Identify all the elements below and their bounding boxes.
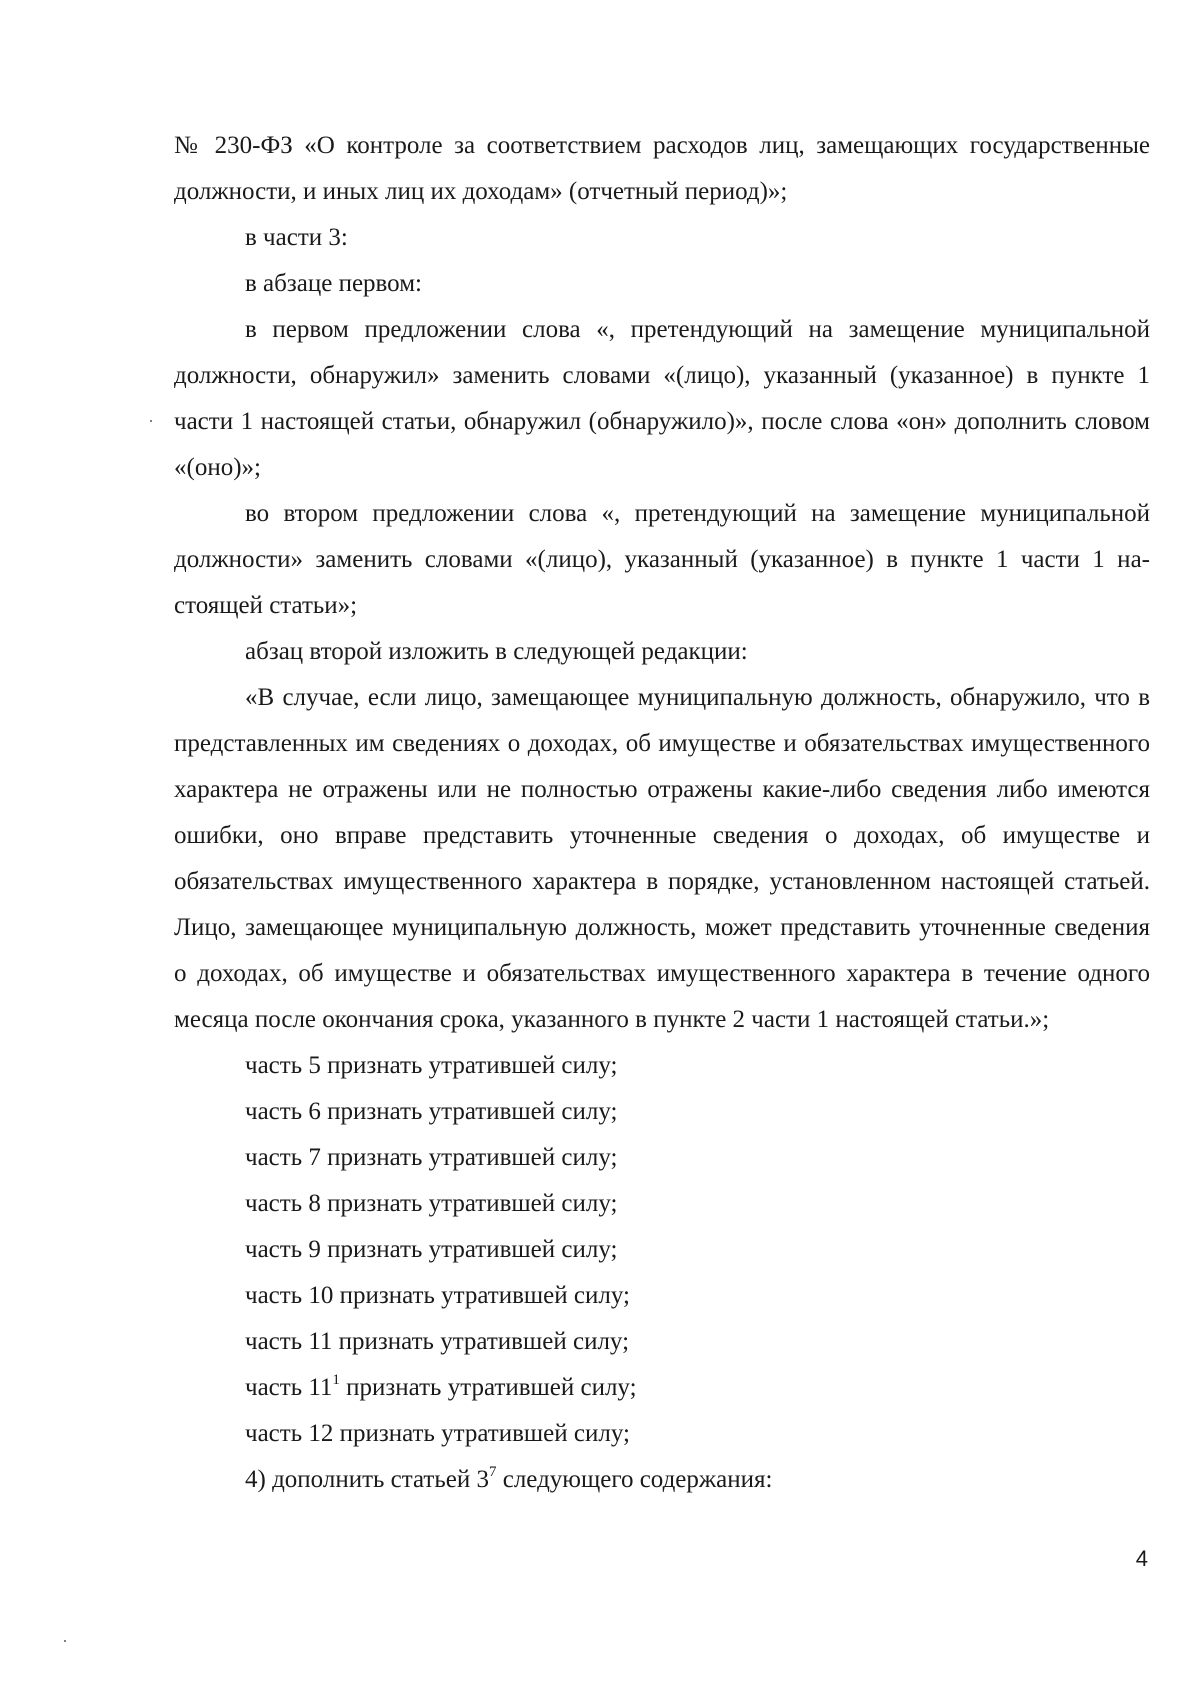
list-item-part-8: часть 8 признать утратившей силу; xyxy=(245,1190,618,1217)
item-4-prefix: 4) дополнить статьей 3 xyxy=(245,1466,489,1493)
item-11-1-prefix: часть 11 xyxy=(245,1374,333,1401)
list-item-part-7: часть 7 признать утратившей силу; xyxy=(245,1144,618,1171)
list-item-part-9: часть 9 признать утратившей силу; xyxy=(245,1236,618,1263)
paragraph-part-3: в части 3: xyxy=(245,224,348,251)
list-item-part-12: часть 12 признать утратившей силу; xyxy=(245,1420,630,1447)
list-item-part-11-1 xyxy=(174,1365,1150,1411)
paragraph-new-wording: «В случае, если лицо, замещающее муниципальную должность, обнаружило, что в представленных им сведениях о доходах, об имуществе и обязательствах имущественного характера не отражены или не полностью отражены какие-либо сведения либо имеются ошибки, оно вправе представить уточненные сведения о доходах, об имуществе и обязательствах имущественного характера в порядке, установленном настоящей статьей. Лицо, замещающее муниципальную должность, может представить уточненные сведения о доходах, об имуществе и обязательствах имущественного характера в течение одного месяца после окончания срока, указанного в пункте 2 части 1 настоящей статьи.»; xyxy=(174,684,1150,1033)
list-item-part-10: часть 10 признать утратившей силу; xyxy=(245,1282,630,1309)
paragraph-second-sentence: во втором предложении слова «, претендующий на замещение муниципальной должности» заменить словами «(лицо), указанный (указанное) в пункте 1 части 1 настоящей статьи»; xyxy=(174,500,1150,619)
item-4-superscript: 7 xyxy=(488,1463,497,1480)
paragraph-second-indent: абзац второй изложить в следующей редакции: xyxy=(245,638,748,665)
list-item-add-article xyxy=(174,1457,1150,1503)
paragraph-first-indent: в абзаце первом: xyxy=(245,270,422,297)
list-item-part-5: часть 5 признать утратившей силу; xyxy=(245,1052,618,1079)
item-4-suffix: следующего содержания: xyxy=(496,1466,773,1493)
item-11-1-superscript: 1 xyxy=(332,1371,340,1388)
list-item-part-6: часть 6 признать утратившей силу; xyxy=(245,1098,618,1125)
paragraph-law-reference: № 230-ФЗ «О контроле за соответствием расходов лиц, замещающих государственные должности, и иных лиц их доходам» (отчетный период)»; xyxy=(174,132,1150,205)
paragraph-first-sentence: в первом предложении слова «, претендующий на замещение муниципальной должности, обнаружил» заменить словами «(лицо), указанный (указанное) в пункте 1 части 1 настоящей статьи, обнаружил (обнаружило)», после слова «он» дополнить словом «(оно)»; xyxy=(174,316,1150,481)
item-11-1-suffix: признать утратившей силу; xyxy=(339,1374,637,1401)
scan-speck xyxy=(64,1640,66,1642)
document-body xyxy=(174,123,1150,1503)
page-number: 4 xyxy=(1135,1546,1148,1571)
list-item-part-11: часть 11 признать утратившей силу; xyxy=(245,1328,630,1355)
scan-speck xyxy=(150,420,152,422)
